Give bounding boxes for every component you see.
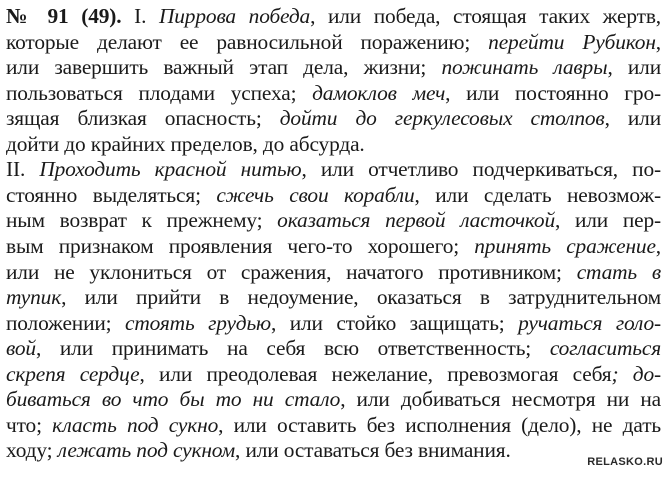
text-segment: ным возврат к прежнему; bbox=[6, 208, 278, 233]
text-line bbox=[6, 412, 661, 438]
idiom-phrase: ручаться голо- bbox=[518, 310, 662, 335]
text-segment: , bbox=[655, 29, 661, 54]
text-segment: , или прийти в недоумение, оказаться в затруднительном bbox=[61, 285, 661, 310]
text-segment: или завершить важный этап дела, жизни; bbox=[6, 55, 442, 80]
text-segment: , или оставить без исполнения (дело), не дать bbox=[218, 412, 662, 437]
text-segment: пользоваться плодами успеха; bbox=[6, 80, 313, 105]
idiom-phrase: лежать под сукном bbox=[57, 438, 236, 463]
text-line bbox=[6, 284, 661, 310]
text-line bbox=[6, 437, 661, 463]
text-segment: зящая близкая опасность; bbox=[6, 106, 280, 131]
text-line bbox=[6, 131, 661, 157]
idiom-phrase: класть под сукно bbox=[52, 412, 219, 437]
idiom-phrase: биваться во что бы то ни стало bbox=[6, 387, 341, 412]
text-segment: , или отчетливо подчеркиваться, по- bbox=[301, 157, 661, 182]
text-segment: , или стойко защищать; bbox=[271, 310, 519, 335]
idiom-phrase: вой bbox=[6, 336, 36, 361]
exercise-number: № 91 (49). bbox=[6, 4, 122, 28]
idiom-phrase: согласиться bbox=[549, 336, 661, 361]
text-segment: , или сделать невозмож- bbox=[414, 182, 661, 207]
text-segment: или не уклониться от сражения, начатого противником; bbox=[6, 259, 577, 284]
text-segment: , или победа, стоящая таких жертв, bbox=[310, 4, 661, 28]
idiom-phrase: скрепя сердце bbox=[6, 361, 140, 386]
text-line bbox=[6, 105, 661, 131]
text-line bbox=[6, 80, 661, 106]
text-line bbox=[6, 207, 661, 233]
text-line bbox=[6, 3, 661, 29]
idiom-phrase: тупик bbox=[6, 285, 62, 310]
text-line bbox=[6, 182, 661, 208]
text-segment: положении; bbox=[6, 310, 125, 335]
idiom-phrase: дамоклов меч bbox=[312, 80, 446, 105]
text-segment: ходу; bbox=[6, 438, 58, 463]
idiom-phrase: ; до- bbox=[611, 361, 661, 386]
text-segment: вым признаком проявления чего-то хорошего; bbox=[6, 233, 475, 258]
text-line bbox=[6, 310, 661, 336]
text-segment: , или bbox=[607, 55, 661, 80]
idiom-phrase: Пиррова победа bbox=[158, 4, 311, 28]
text-line bbox=[6, 233, 661, 259]
idiom-phrase: Проходить красной нитью bbox=[39, 157, 302, 182]
text-segment: I. bbox=[121, 4, 159, 28]
text-segment: II. bbox=[6, 157, 40, 182]
text-line bbox=[6, 259, 661, 285]
text-segment: , bbox=[655, 233, 661, 258]
text-segment: , или оставаться без внимания. bbox=[235, 438, 511, 463]
idiom-phrase: стоять грудью bbox=[124, 310, 271, 335]
site-watermark: RELASKO.RU bbox=[587, 456, 663, 468]
idiom-phrase: принять сражение bbox=[474, 233, 656, 258]
text-line bbox=[6, 156, 661, 182]
idiom-phrase: перейти Рубикон bbox=[488, 29, 656, 54]
text-line bbox=[6, 335, 661, 361]
text-line bbox=[6, 29, 661, 55]
idiom-phrase: пожинать лавры bbox=[441, 55, 608, 80]
idiom-phrase: дойти до геркулесовых столпов bbox=[279, 106, 605, 131]
text-segment: , или пер- bbox=[555, 208, 661, 233]
idiom-phrase: стать в bbox=[576, 259, 661, 284]
text-segment: , или преодолевая нежелание, превозмогая себя bbox=[139, 361, 612, 386]
text-segment: , или постоянно гро- bbox=[445, 80, 661, 105]
text-segment: которые делают ее равносильной поражению; bbox=[6, 29, 489, 54]
text-line bbox=[6, 54, 661, 80]
idiom-phrase: оказаться первой ласточкой bbox=[277, 208, 556, 233]
text-segment: , или bbox=[604, 106, 661, 131]
text-line bbox=[6, 361, 661, 387]
text-line bbox=[6, 386, 661, 412]
text-segment: дойти до крайних пределов, до абсурда. bbox=[6, 131, 365, 156]
text-segment: стоянно выделяться; bbox=[6, 182, 217, 207]
text-segment: , или добиваться несмотря ни на bbox=[340, 387, 661, 412]
text-segment: что; bbox=[6, 412, 53, 437]
idiom-phrase: сжечь свои корабли bbox=[216, 182, 415, 207]
text-segment: , или принимать на себя всю ответственность; bbox=[35, 336, 550, 361]
